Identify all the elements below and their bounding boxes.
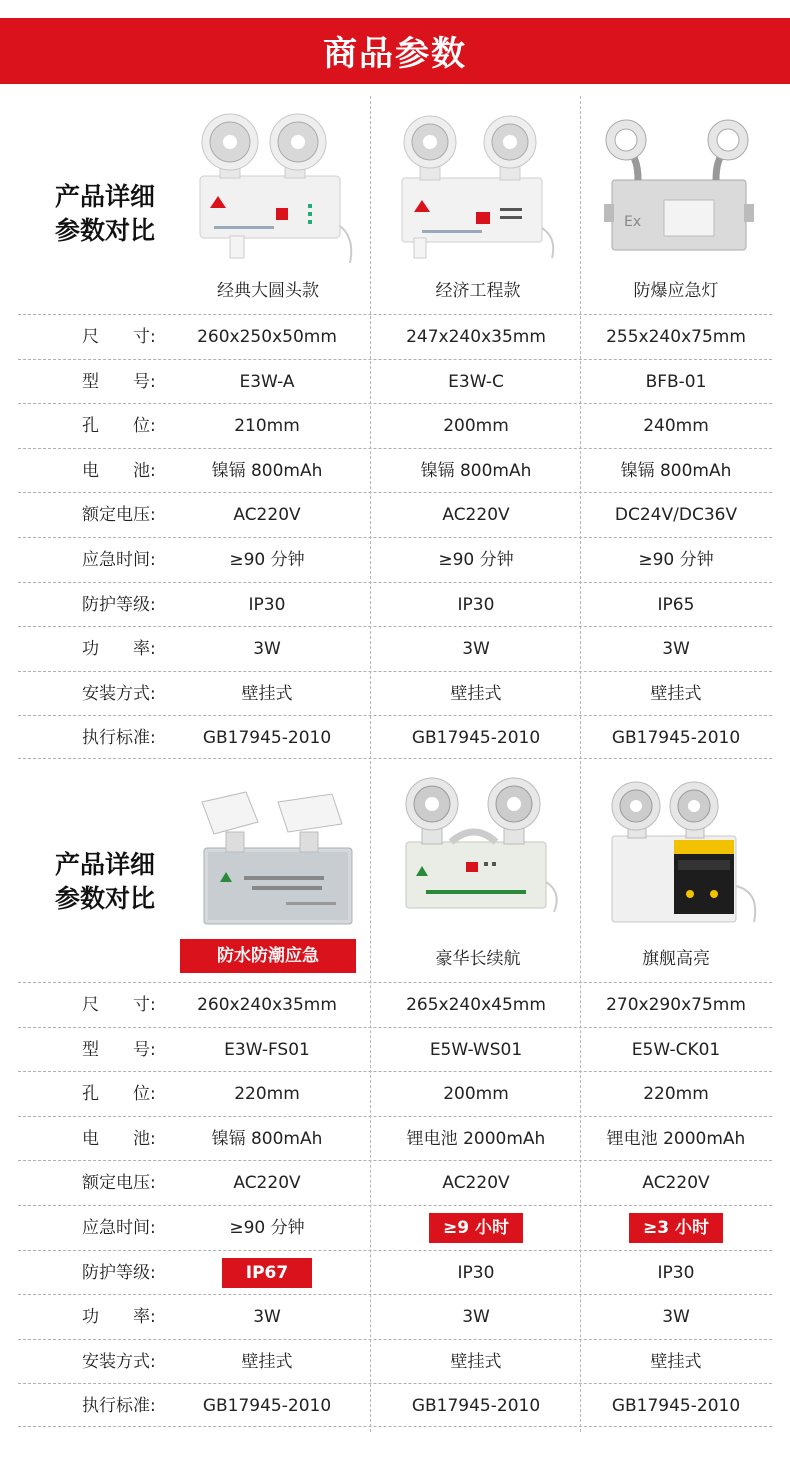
spec-row-label: 型 号: bbox=[82, 1039, 156, 1060]
spec-row-label: 额定电压: bbox=[82, 1173, 156, 1194]
spec-cell: 3W bbox=[253, 1307, 281, 1328]
spec-row-label: 执行标准: bbox=[82, 728, 156, 749]
spec-cell: ≥90 分钟 bbox=[638, 550, 714, 570]
spec-row-label: 电 池: bbox=[82, 460, 156, 481]
spec-row-label: 防护等级: bbox=[82, 594, 156, 615]
spec-cell bbox=[373, 1206, 579, 1250]
spec-row-label: 应急时间: bbox=[82, 550, 156, 570]
spec-cell: E5W-CK01 bbox=[631, 1039, 721, 1060]
spec-row-label: 额定电压: bbox=[82, 505, 156, 526]
spec-cell: 3W bbox=[462, 1307, 490, 1328]
product-name-explosion-proof: 防爆应急灯 bbox=[633, 281, 719, 301]
spec-cell: 3W bbox=[462, 639, 490, 660]
svg-text:Ex: Ex bbox=[624, 214, 642, 230]
spec-cell: ≥90 分钟 bbox=[438, 550, 514, 570]
spec-row-label: 孔 位: bbox=[82, 1084, 156, 1105]
spec-cell: 255x240x75mm bbox=[606, 327, 746, 347]
spec-row bbox=[18, 359, 772, 403]
spec-cell: AC220V bbox=[442, 1173, 510, 1194]
spec-cell: GB17945-2010 bbox=[411, 728, 541, 749]
product-name-flagship: 旗舰高亮 bbox=[642, 949, 710, 969]
spec-cell: 壁挂式 bbox=[450, 1351, 502, 1372]
spec-cell: IP30 bbox=[457, 594, 495, 615]
spec-row bbox=[18, 537, 772, 581]
spec-row-label: 电 池: bbox=[82, 1128, 156, 1149]
spec-cell: AC220V bbox=[233, 1173, 301, 1194]
spec-row bbox=[18, 448, 772, 492]
spec-cell: IP30 bbox=[657, 1262, 695, 1283]
spec-cell: E3W-A bbox=[239, 371, 295, 392]
explosion-proof-lamp-image bbox=[598, 108, 758, 258]
spec-cell: 210mm bbox=[234, 416, 300, 437]
spec-row bbox=[18, 982, 772, 1026]
side-label bbox=[55, 848, 185, 916]
spec-cell: ≥90 分钟 bbox=[229, 1218, 305, 1238]
spec-row bbox=[18, 1116, 772, 1160]
spec-row bbox=[18, 626, 772, 670]
spec-cell: 壁挂式 bbox=[241, 1351, 293, 1372]
product-name-economy: 经济工程款 bbox=[435, 281, 521, 301]
comparison-section-2 bbox=[0, 766, 790, 1436]
spec-row bbox=[18, 314, 772, 358]
spec-cell: 锂电池 2000mAh bbox=[606, 1128, 746, 1149]
spec-cell: E3W-FS01 bbox=[224, 1039, 310, 1060]
highlight-badge: ≥3 小时 bbox=[629, 1213, 723, 1243]
spec-cell: 3W bbox=[662, 1307, 690, 1328]
spec-row bbox=[18, 1160, 772, 1204]
spec-row-label: 安装方式: bbox=[82, 1351, 156, 1372]
spec-cell: 220mm bbox=[643, 1084, 709, 1105]
spec-row bbox=[18, 582, 772, 626]
side-label-line2: 参数对比 bbox=[55, 216, 156, 245]
spec-row bbox=[18, 715, 772, 759]
spec-cell: 220mm bbox=[234, 1084, 300, 1105]
twin-head-economy-lamp-image bbox=[392, 108, 562, 268]
spec-cell: 3W bbox=[253, 639, 281, 660]
page-title: 商品参数 bbox=[323, 34, 467, 74]
spec-cell: 壁挂式 bbox=[650, 683, 702, 704]
spec-row bbox=[18, 1027, 772, 1071]
spec-cell: ≥90 分钟 bbox=[229, 550, 305, 570]
side-label bbox=[55, 180, 185, 248]
spec-cell: 200mm bbox=[443, 1084, 509, 1105]
spec-row-label: 安装方式: bbox=[82, 683, 156, 704]
spec-row-label: 功 率: bbox=[82, 639, 156, 660]
highlight-badge: ≥9 小时 bbox=[429, 1213, 523, 1243]
spec-cell: 壁挂式 bbox=[650, 1351, 702, 1372]
spec-cell: GB17945-2010 bbox=[411, 1396, 541, 1417]
spec-row-label: 执行标准: bbox=[82, 1396, 156, 1417]
spec-cell: 240mm bbox=[643, 416, 709, 437]
spec-cell: 镍镉 800mAh bbox=[620, 460, 732, 481]
spec-cell: AC220V bbox=[642, 1173, 710, 1194]
spec-cell: GB17945-2010 bbox=[202, 728, 332, 749]
waterproof-lamp-image bbox=[196, 782, 361, 932]
product-name-waterproof: 防水防潮应急 bbox=[180, 939, 356, 973]
spec-row-label: 功 率: bbox=[82, 1307, 156, 1328]
spec-row bbox=[18, 492, 772, 536]
spec-cell: BFB-01 bbox=[645, 371, 707, 392]
product-name-classic: 经典大圆头款 bbox=[217, 281, 319, 301]
title-bar bbox=[0, 18, 790, 84]
spec-cell: 镍镉 800mAh bbox=[211, 460, 323, 481]
spec-cell: 260x240x35mm bbox=[197, 995, 337, 1015]
spec-row bbox=[18, 1250, 772, 1294]
spec-cell: 200mm bbox=[443, 416, 509, 437]
twin-round-head-lamp-image bbox=[190, 108, 360, 268]
spec-row bbox=[18, 403, 772, 447]
spec-cell: E3W-C bbox=[448, 371, 504, 392]
spec-cell: GB17945-2010 bbox=[202, 1396, 332, 1417]
spec-cell: 镍镉 800mAh bbox=[420, 460, 532, 481]
spec-row bbox=[18, 1071, 772, 1115]
spec-cell: 247x240x35mm bbox=[406, 327, 546, 347]
highlight-badge: IP67 bbox=[222, 1258, 312, 1288]
spec-cell: 3W bbox=[662, 639, 690, 660]
product-name-deluxe: 豪华长续航 bbox=[435, 949, 521, 969]
spec-cell: IP30 bbox=[457, 1262, 495, 1283]
spec-cell: DC24V/DC36V bbox=[614, 505, 738, 526]
side-label-line1: 产品详细 bbox=[55, 850, 156, 879]
spec-row bbox=[18, 1294, 772, 1338]
spec-cell: 壁挂式 bbox=[241, 683, 293, 704]
spec-cell: AC220V bbox=[233, 505, 301, 526]
spec-cell: AC220V bbox=[442, 505, 510, 526]
spec-cell: IP65 bbox=[657, 594, 695, 615]
spec-row-label: 型 号: bbox=[82, 371, 156, 392]
spec-cell: 265x240x45mm bbox=[406, 995, 546, 1015]
spec-row-label: 孔 位: bbox=[82, 416, 156, 437]
spec-cell: 镍镉 800mAh bbox=[211, 1128, 323, 1149]
deluxe-long-life-lamp-image bbox=[396, 772, 566, 932]
spec-cell: GB17945-2010 bbox=[611, 728, 741, 749]
spec-row-label: 尺 寸: bbox=[82, 327, 156, 347]
side-label-line2: 参数对比 bbox=[55, 884, 156, 913]
spec-row-label: 尺 寸: bbox=[82, 995, 156, 1015]
comparison-section-1 bbox=[0, 96, 790, 766]
flagship-bright-lamp-image bbox=[604, 776, 764, 931]
spec-cell bbox=[178, 1251, 356, 1295]
spec-row bbox=[18, 1383, 772, 1427]
spec-cell bbox=[574, 1206, 778, 1250]
spec-cell: 270x290x75mm bbox=[606, 995, 746, 1015]
spec-cell: GB17945-2010 bbox=[611, 1396, 741, 1417]
spec-row bbox=[18, 1205, 772, 1249]
spec-cell: E5W-WS01 bbox=[429, 1039, 523, 1060]
spec-cell: 锂电池 2000mAh bbox=[406, 1128, 546, 1149]
spec-row-label: 防护等级: bbox=[82, 1262, 156, 1283]
spec-row bbox=[18, 1339, 772, 1383]
spec-cell: 壁挂式 bbox=[450, 683, 502, 704]
spec-row-label: 应急时间: bbox=[82, 1218, 156, 1238]
spec-cell: IP30 bbox=[248, 594, 286, 615]
spec-cell: 260x250x50mm bbox=[197, 327, 337, 347]
side-label-line1: 产品详细 bbox=[55, 182, 156, 211]
spec-row bbox=[18, 671, 772, 715]
